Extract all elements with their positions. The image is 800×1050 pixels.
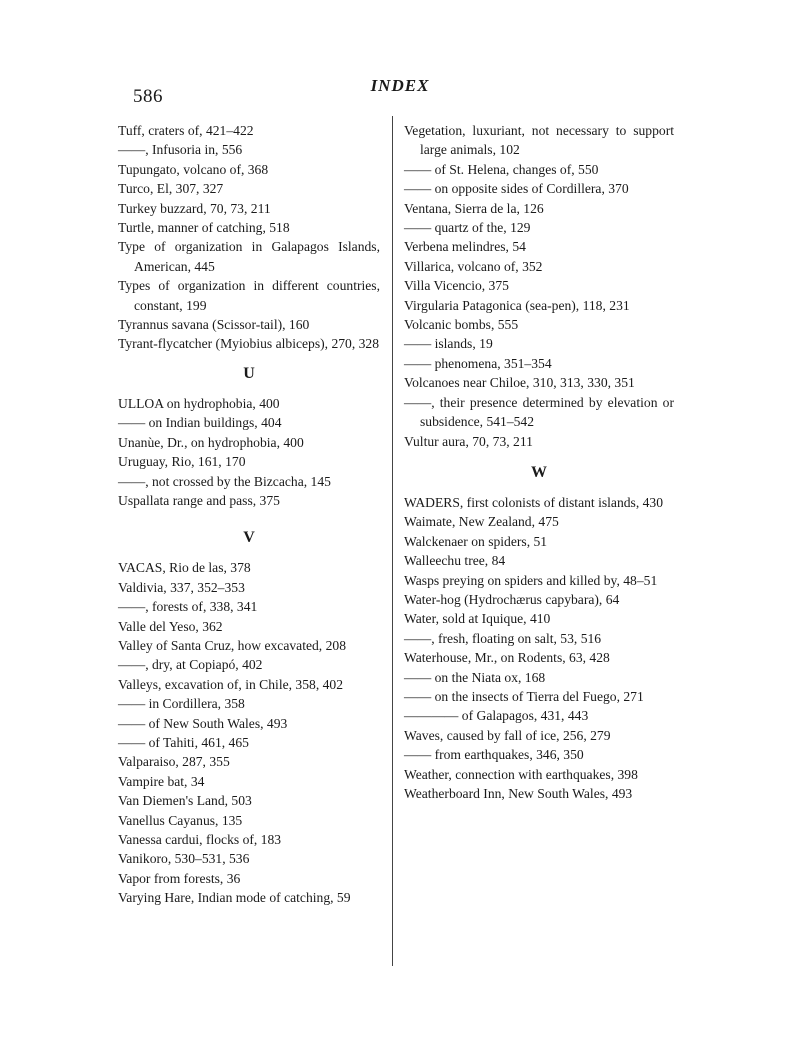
index-entry: Weatherboard Inn, New South Wales, 493 (404, 786, 633, 801)
index-entry: Type of organization in Galapagos Islands, American, 445 (118, 239, 380, 274)
letter-heading-w: W (531, 463, 547, 481)
index-entry: Walleechu tree, 84 (404, 553, 506, 569)
index-entry: —— in Cordillera, 358 (118, 696, 245, 712)
index-entry: ——, dry, at Copiapó, 402 (118, 657, 263, 673)
index-entry: —— islands, 19 (404, 336, 493, 352)
index-entry: Valdivia, 337, 352–353 (118, 579, 245, 595)
index-entry: —— quartz of the, 129 (404, 220, 531, 236)
index-entry: —— phenomena, 351–354 (404, 355, 552, 371)
index-entry: Turkey buzzard, 70, 73, 211 (118, 200, 271, 216)
index-entry: ——, forests of, 338, 341 (118, 599, 258, 615)
index-entry: Weather, connection with earthquakes, 398 (404, 766, 638, 782)
index-entry: VACAS, Rio de las, 378 (118, 560, 251, 576)
index-entry: Uruguay, Rio, 161, 170 (118, 454, 246, 470)
index-entry: Water, sold at Iquique, 410 (404, 611, 551, 627)
entries-u (118, 394, 380, 510)
index-entry: Vultur aura, 70, 73, 211 (404, 433, 533, 449)
index-entry: —— of St. Helena, changes of, 550 (404, 161, 599, 177)
entries-w (404, 493, 674, 804)
index-entry: Vanellus Cayanus, 135 (118, 812, 243, 828)
index-entry: Waves, caused by fall of ice, 256, 279 (404, 727, 611, 743)
index-entry: Verbena melindres, 54 (404, 239, 526, 255)
index-entry: Types of organization in different countries, constant, 199 (118, 278, 380, 313)
index-entry: Vapor from forests, 36 (118, 870, 241, 886)
index-entry: ——, not crossed by the Bizcacha, 145 (118, 473, 331, 489)
index-entry: Tuff, craters of, 421–422 (118, 123, 254, 138)
index-entry: —— of Tahiti, 461, 465 (118, 734, 249, 750)
index-entry: ——, fresh, floating on salt, 53, 516 (404, 630, 602, 646)
index-entry: ——, Infusoria in, 556 (118, 142, 243, 158)
index-entry: Villa Vicencio, 375 (404, 278, 509, 294)
index-entry: Valleys, excavation of, in Chile, 358, 402 (118, 676, 344, 692)
index-entry: Virgularia Patagonica (sea-pen), 118, 231 (404, 297, 630, 313)
index-entry: Valley of Santa Cruz, how excavated, 208 (118, 637, 346, 653)
index-entry: Walckenaer on spiders, 51 (404, 533, 548, 549)
index-entry: Valle del Yeso, 362 (118, 618, 223, 634)
index-entry: —— from earthquakes, 346, 350 (404, 747, 584, 763)
index-entry: ULLOA on hydrophobia, 400 (118, 395, 280, 411)
index-entry: Unanùe, Dr., on hydrophobia, 400 (118, 434, 304, 450)
index-entry: Tupungato, volcano of, 368 (118, 161, 269, 177)
index-entry: —— of New South Wales, 493 (118, 715, 288, 731)
index-entry: Water-hog (Hydrochærus capybara), 64 (404, 591, 620, 607)
index-entry: Turtle, manner of catching, 518 (118, 220, 290, 236)
left-column (118, 121, 380, 908)
entries-t (118, 121, 380, 354)
letter-heading-v: V (243, 529, 255, 547)
index-entry: ——, their presence determined by elevation or subsidence, 541–542 (404, 394, 674, 430)
index-entry: Villarica, volcano of, 352 (404, 258, 543, 274)
index-entry: Ventana, Sierra de la, 126 (404, 200, 544, 216)
index-entry: Valparaiso, 287, 355 (118, 754, 230, 770)
index-entry: Volcanoes near Chiloe, 310, 313, 330, 351 (404, 375, 635, 391)
index-entry: —— on the Niata ox, 168 (404, 669, 546, 685)
page-title: INDEX (370, 76, 430, 95)
entries-v (118, 558, 380, 907)
index-entry: Tyrant-flycatcher (Myiobius albiceps), 270, 328 (118, 336, 380, 352)
index-entry: —— on the insects of Tierra del Fuego, 271 (404, 688, 644, 704)
column-divider (392, 116, 393, 966)
index-entry: Wasps preying on spiders and killed by, 48–51 (404, 572, 658, 588)
page-number: 586 (133, 86, 163, 107)
index-entry: Vanessa cardui, flocks of, 183 (118, 832, 282, 847)
right-column (404, 121, 674, 803)
index-entry: Vegetation, luxuriant, not necessary to support large animals, 102 (404, 123, 674, 158)
index-entry: Vampire bat, 34 (118, 773, 205, 789)
letter-heading-u: U (243, 364, 255, 382)
index-entry: Waimate, New Zealand, 475 (404, 514, 559, 530)
index-entry: Tyrannus savana (Scissor-tail), 160 (118, 317, 310, 333)
index-entry: Vanikoro, 530–531, 536 (118, 851, 250, 867)
index-entry: Varying Hare, Indian mode of catching, 59 (118, 890, 351, 906)
index-entry: Volcanic bombs, 555 (404, 317, 519, 333)
index-entry: —— on Indian buildings, 404 (118, 415, 282, 431)
index-entry: ———— of Galapagos, 431, 443 (404, 708, 589, 724)
index-entry: Turco, El, 307, 327 (118, 181, 224, 197)
index-entry: Waterhouse, Mr., on Rodents, 63, 428 (404, 650, 610, 666)
index-entry: WADERS, first colonists of distant islands, 430 (404, 494, 664, 510)
entries-v-cont (404, 121, 674, 451)
index-entry: Van Diemen's Land, 503 (118, 793, 252, 809)
index-entry: —— on opposite sides of Cordillera, 370 (404, 181, 629, 197)
index-entry: Uspallata range and pass, 375 (118, 492, 280, 508)
